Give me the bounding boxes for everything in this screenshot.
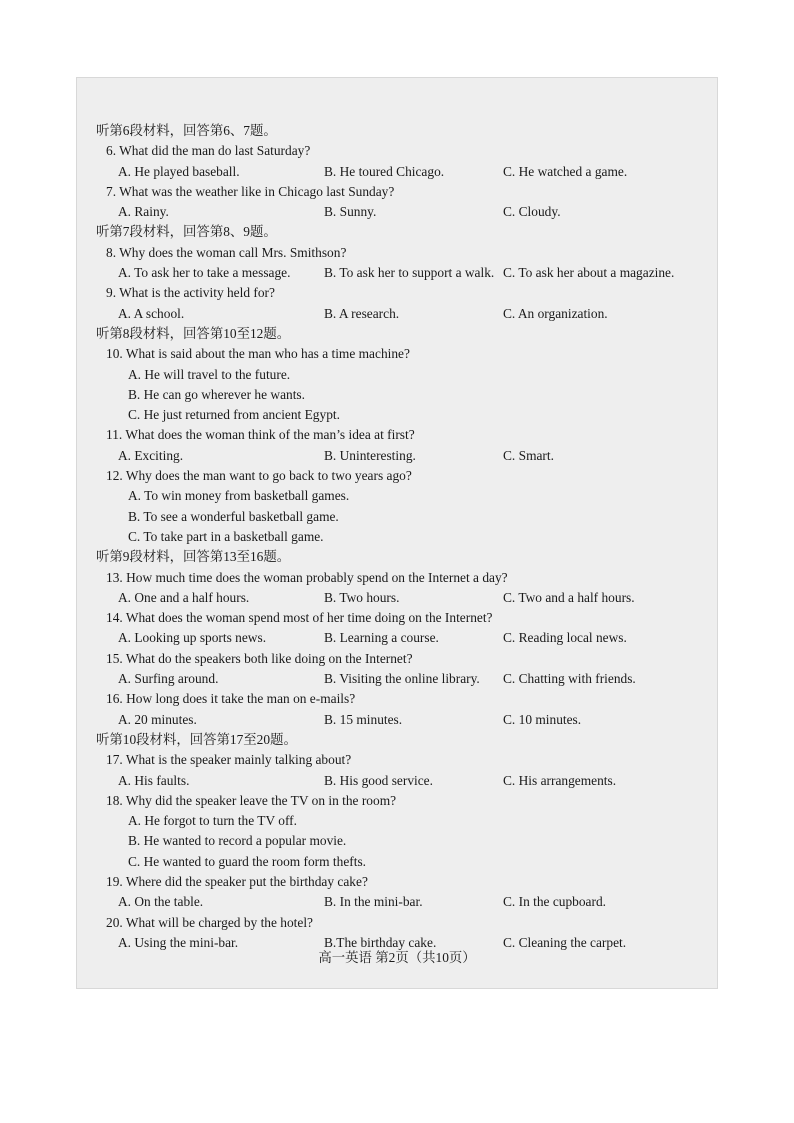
option-b: B. Visiting the online library. <box>324 671 480 687</box>
question <box>96 608 706 649</box>
listening-section <box>96 730 706 953</box>
question-stem: 9. What is the activity held for? <box>106 285 275 301</box>
option-a: A. A school. <box>118 305 185 321</box>
question-stem: 10. What is said about the man who has a time machine? <box>106 346 410 362</box>
option-b: B. Learning a course. <box>324 630 439 646</box>
option-c: C. An organization. <box>503 305 608 321</box>
question <box>96 649 706 690</box>
section-header: 听第10段材料，回答第17至20题。 <box>96 731 297 747</box>
question <box>96 689 706 730</box>
options-row <box>96 710 706 730</box>
option-b: B.The birthday cake. <box>324 934 437 950</box>
options-row <box>96 588 706 608</box>
question-stem: 11. What does the woman think of the man’s idea at first? <box>106 427 415 443</box>
question <box>96 791 706 872</box>
section-header: 听第8段材料，回答第10至12题。 <box>96 325 291 341</box>
listening-section <box>96 222 706 323</box>
question-list <box>96 121 706 953</box>
question <box>96 568 706 609</box>
question <box>96 182 706 223</box>
option-c: C. In the cupboard. <box>503 894 607 910</box>
options-row <box>96 771 706 791</box>
option-b: B. Two hours. <box>324 589 400 605</box>
option-a: A. Rainy. <box>118 204 169 220</box>
option-a: A. Using the mini-bar. <box>118 934 239 950</box>
options-row <box>96 202 706 222</box>
option-b: B. 15 minutes. <box>324 711 403 727</box>
option-a: A. Looking up sports news. <box>118 630 267 646</box>
option-b: B. Uninteresting. <box>324 447 416 463</box>
option-a: A. On the table. <box>118 894 204 910</box>
question <box>96 425 706 466</box>
option-a: A. One and a half hours. <box>118 589 250 605</box>
option-b: B. His good service. <box>324 772 433 788</box>
options-row <box>96 892 706 912</box>
question <box>96 872 706 913</box>
option-a: A. Exciting. <box>118 447 184 463</box>
option-c: C. Smart. <box>503 447 554 463</box>
listening-section <box>96 547 706 730</box>
option-c: C. To ask her about a magazine. <box>503 265 675 281</box>
option-b: B. To ask her to support a walk. <box>324 265 495 281</box>
question-stem: 16. How long does it take the man on e-mails? <box>106 691 356 707</box>
question-stem: 20. What will be charged by the hotel? <box>106 914 313 930</box>
question-stem: 13. How much time does the woman probably spend on the Internet a day? <box>106 569 508 585</box>
exam-page <box>76 77 718 989</box>
options-row <box>96 304 706 324</box>
section-header: 听第7段材料，回答第8、9题。 <box>96 224 277 240</box>
option-c: C. He just returned from ancient Egypt. <box>128 407 340 423</box>
question <box>96 283 706 324</box>
question-stem: 17. What is the speaker mainly talking about? <box>106 752 352 768</box>
question <box>96 750 706 791</box>
question-stem: 8. Why does the woman call Mrs. Smithson? <box>106 244 347 260</box>
options-row <box>96 263 706 283</box>
option-c: C. Reading local news. <box>503 630 627 646</box>
option-b: B. In the mini-bar. <box>324 894 423 910</box>
question <box>96 344 706 425</box>
option-c: C. He wanted to guard the room form thefts. <box>128 853 366 869</box>
option-a: A. He played baseball. <box>118 163 240 179</box>
question-stem: 15. What do the speakers both like doing on the Internet? <box>106 650 413 666</box>
option-c: C. Chatting with friends. <box>503 671 636 687</box>
option-a: A. 20 minutes. <box>118 711 197 727</box>
option-c: C. His arrangements. <box>503 772 617 788</box>
option-c: C. Cleaning the carpet. <box>503 934 627 950</box>
options-row <box>96 446 706 466</box>
option-c: C. 10 minutes. <box>503 711 582 727</box>
option-b: B. A research. <box>324 305 400 321</box>
section-header: 听第6段材料，回答第6、7题。 <box>96 123 277 138</box>
option-c: C. He watched a game. <box>503 163 628 179</box>
option-a: A. His faults. <box>118 772 190 788</box>
option-a: A. Surfing around. <box>118 671 219 687</box>
question-stem: 6. What did the man do last Saturday? <box>106 143 311 159</box>
listening-section <box>96 324 706 547</box>
options-row <box>96 162 706 182</box>
question-stem: 12. Why does the man want to go back to two years ago? <box>106 468 412 484</box>
option-a: A. He will travel to the future. <box>128 366 291 382</box>
options-row <box>96 628 706 648</box>
question-stem: 19. Where did the speaker put the birthday cake? <box>106 873 368 889</box>
page-footer: 高一英语 第2页（共10页） <box>318 950 476 965</box>
option-c: C. Cloudy. <box>503 204 561 220</box>
question-stem: 14. What does the woman spend most of her time doing on the Internet? <box>106 610 493 626</box>
section-header: 听第9段材料，回答第13至16题。 <box>96 549 291 565</box>
question-stem: 18. Why did the speaker leave the TV on in the room? <box>106 792 397 808</box>
option-b: B. To see a wonderful basketball game. <box>128 508 339 524</box>
option-b: B. He toured Chicago. <box>324 163 445 179</box>
option-b: B. He can go wherever he wants. <box>128 386 305 402</box>
listening-section <box>96 121 706 222</box>
option-b: B. He wanted to record a popular movie. <box>128 833 347 849</box>
question <box>96 243 706 284</box>
option-c: C. Two and a half hours. <box>503 589 635 605</box>
option-a: A. To win money from basketball games. <box>128 488 350 504</box>
option-b: B. Sunny. <box>324 204 377 220</box>
question-stem: 7. What was the weather like in Chicago last Sunday? <box>106 183 395 199</box>
options-row <box>96 669 706 689</box>
option-a: A. He forgot to turn the TV off. <box>128 813 297 829</box>
option-c: C. To take part in a basketball game. <box>128 528 324 544</box>
question <box>96 141 706 182</box>
question <box>96 466 706 547</box>
option-a: A. To ask her to take a message. <box>118 265 291 281</box>
